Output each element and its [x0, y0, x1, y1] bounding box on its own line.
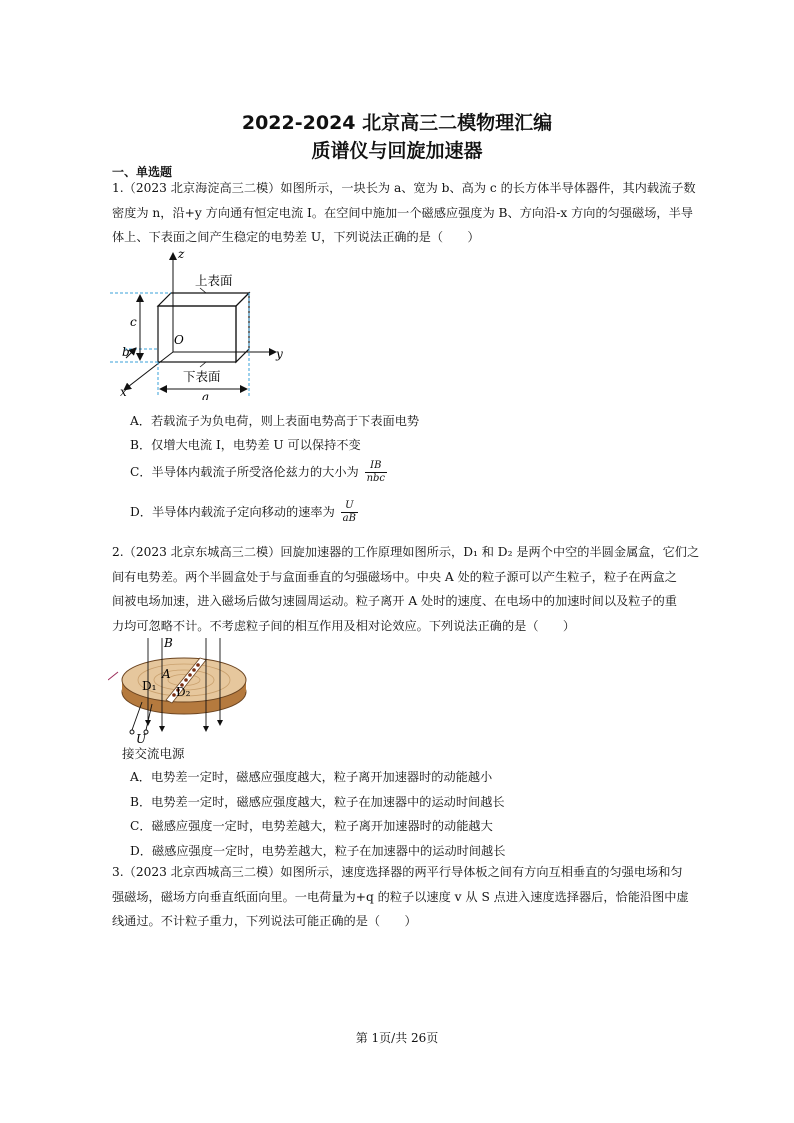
- question-2-line: 2.（2023 北京东城高三二模）回旋加速器的工作原理如图所示，D₁ 和 D₂ 是两个中空的半圆金属盒，它们之: [112, 545, 700, 559]
- question-1-option-c[interactable]: [130, 460, 387, 485]
- question-2-option-c[interactable]: C．磁感应强度一定时，电势差越大，粒子离开加速器时的动能越大: [130, 819, 493, 833]
- label-source-a: A: [162, 667, 171, 681]
- label-a: a: [202, 390, 210, 400]
- question-2-figure-caption: 接交流电源: [122, 746, 185, 761]
- option-c-text: C．半导体内载流子所受洛伦兹力的大小为: [130, 465, 359, 479]
- fraction-denominator: aB: [342, 513, 356, 524]
- document-title: 2022-2024 北京高三二模物理汇编: [241, 112, 553, 134]
- question-1-stem: [112, 176, 696, 250]
- label-x: x: [120, 385, 127, 399]
- label-b-field: B: [164, 636, 173, 650]
- fraction-denominator: nbc: [366, 473, 386, 484]
- label-origin: O: [174, 333, 184, 347]
- label-d2: D₂: [176, 685, 191, 699]
- question-2-line: 力均可忽略不计。不考虑粒子间的相互作用及相对论效应。下列说法正确的是（ ）: [112, 618, 576, 633]
- label-b: b: [122, 345, 130, 359]
- box-top-face: [158, 293, 249, 306]
- fraction-numerator: U: [341, 500, 358, 513]
- question-2-option-b[interactable]: B．电势差一定时，磁感应强度越大，粒子在加速器中的运动时间越长: [130, 795, 505, 809]
- question-2-option-d[interactable]: D．磁感应强度一定时，电势差越大，粒子在加速器中的运动时间越长: [130, 844, 506, 858]
- fraction-u-over-ab: [341, 500, 358, 525]
- question-1-line: 体上、下表面之间产生稳定的电势差 U，下列说法正确的是（ ）: [112, 230, 480, 245]
- document-subtitle: 质谱仪与回旋加速器: [311, 140, 483, 162]
- question-1-line: 1.（2023 北京海淀高三二模）如图所示，一块长为 a、宽为 b、高为 c 的长方体半导体器件，其内载流子数: [112, 181, 696, 195]
- label-d1: D₁: [142, 679, 157, 693]
- label-c: c: [130, 315, 137, 329]
- question-3-stem: [112, 860, 696, 934]
- question-1-line: 密度为 n，沿+y 方向通有恒定电流 I。在空间中施加一个磁感应强度为 B、方向沿-x 方向的匀强磁场，半导: [112, 205, 693, 220]
- question-2-option-a[interactable]: A．电势差一定时，磁感应强度越大，粒子离开加速器时的动能越小: [130, 770, 493, 784]
- question-1-figure: [108, 248, 298, 400]
- question-2-line: 间有电势差。两个半圆盒处于与盒面垂直的匀强磁场中。中央 A 处的粒子源可以产生粒子，粒子在两盒之: [112, 569, 677, 584]
- question-3-line: 强磁场，磁场方向垂直纸面向里。一电荷量为+q 的粒子以速度 v 从 S 点进入速度选择器后，恰能沿图中虚: [112, 889, 689, 904]
- x-axis: [124, 352, 173, 390]
- label-y: y: [276, 347, 283, 361]
- question-1-option-a[interactable]: A．若载流子为负电荷，则上表面电势高于下表面电势: [130, 414, 420, 428]
- box-front-face: [158, 306, 236, 362]
- question-1-option-b[interactable]: B．仅增大电流 I，电势差 U 可以保持不变: [130, 438, 361, 452]
- label-bottom-face: 下表面: [183, 369, 221, 384]
- question-2-line: 间被电场加速，进入磁场后做匀速圆周运动。粒子离开 A 处时的速度、在电场中的加速时间以及粒子的重: [112, 594, 677, 609]
- page-footer: 第 1页/共 26页: [355, 1031, 439, 1045]
- label-top-face: 上表面: [195, 273, 233, 288]
- fraction-ib-over-nbc: [365, 460, 387, 485]
- label-z: z: [178, 248, 185, 261]
- question-2-figure: [108, 636, 258, 744]
- question-3-line: 线通过。不计粒子重力，下列说法可能正确的是（ ）: [112, 914, 417, 929]
- question-2-stem: [112, 540, 700, 638]
- question-1-option-d[interactable]: [130, 500, 358, 525]
- question-3-line: 3.（2023 北京西城高三二模）如图所示，速度选择器的两平行导体板之间有方向互相垂直的匀强电场和匀: [112, 865, 683, 879]
- section-heading: 一、单选题: [112, 165, 173, 179]
- label-u: U: [136, 732, 147, 744]
- fraction-numerator: IB: [365, 460, 387, 473]
- option-d-text: D．半导体内载流子定向移动的速率为: [130, 505, 335, 519]
